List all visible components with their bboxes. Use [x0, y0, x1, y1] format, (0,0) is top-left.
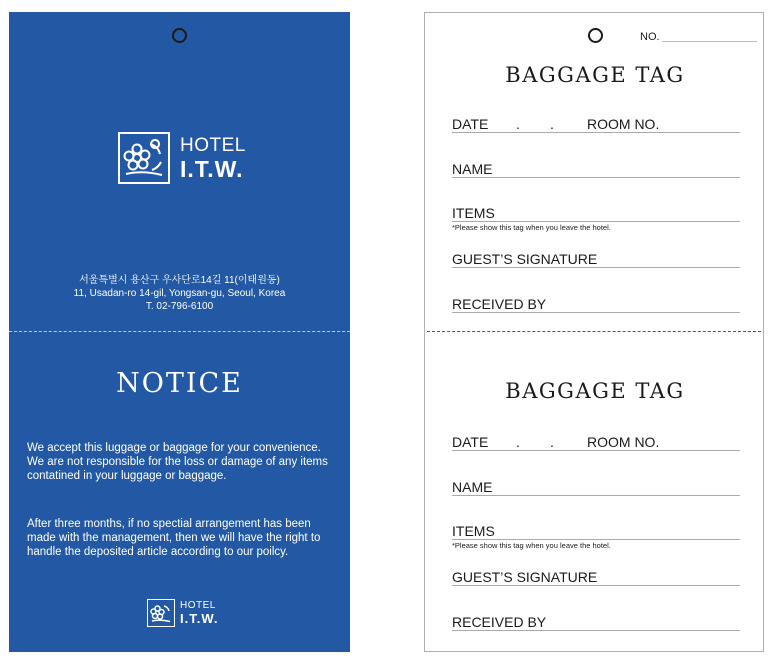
baggage-tag-title: BAGGAGE TAG — [505, 379, 685, 403]
date-separator: . — [516, 116, 520, 132]
guest-signature-label: GUEST’S SIGNATURE — [452, 251, 598, 267]
name-field — [452, 479, 740, 496]
baggage-tag-back — [424, 12, 764, 652]
footer-hotel-logo — [147, 599, 219, 627]
items-field — [452, 523, 740, 540]
plum-blossom-emblem-icon — [147, 599, 175, 627]
guest-signature-field — [452, 251, 740, 268]
guest-signature-label: GUEST’S SIGNATURE — [452, 569, 598, 585]
footer-hotel-brand: I.T.W. — [180, 611, 219, 626]
hotel-label: HOTEL — [180, 134, 246, 156]
received-by-field — [452, 296, 740, 313]
received-by-label: RECEIVED BY — [452, 614, 547, 630]
address-english: 11, Usadan-ro 14-gil, Yongsan-gu, Seoul, Korea — [73, 288, 286, 299]
tag-number-label: NO. — [640, 31, 660, 43]
plum-blossom-emblem-icon — [118, 132, 170, 184]
guest-signature-field — [452, 569, 740, 586]
baggage-tag-title: BAGGAGE TAG — [505, 63, 685, 87]
name-label: NAME — [452, 479, 493, 495]
tag-number-line — [662, 41, 757, 42]
name-field — [452, 161, 740, 178]
received-by-label: RECEIVED BY — [452, 296, 547, 312]
room-no-label: ROOM NO. — [587, 434, 660, 450]
footer-hotel-label: HOTEL — [180, 600, 216, 611]
footer-hotel-name — [180, 601, 219, 625]
hotel-brand: I.T.W. — [180, 155, 244, 182]
items-label: ITEMS — [452, 205, 495, 221]
date-label: DATE — [452, 434, 489, 450]
show-tag-note: *Please show this tag when you leave the hotel. — [452, 541, 611, 550]
received-by-field — [452, 614, 740, 631]
punch-hole-icon — [588, 28, 603, 43]
punch-hole-icon — [172, 28, 187, 43]
hotel-logo — [118, 132, 246, 184]
room-no-label: ROOM NO. — [587, 116, 660, 132]
notice-paragraph-1 — [27, 441, 347, 483]
address-korean: 서울특별시 용산구 우사단로14길 11(이태원동) — [79, 275, 280, 286]
notice-line: handle the deposited article according to our poilcy. — [27, 546, 289, 558]
date-label: DATE — [452, 116, 489, 132]
date-field — [452, 116, 740, 133]
date-separator: . — [550, 434, 554, 450]
hotel-name — [180, 136, 246, 181]
hotel-address — [9, 274, 350, 313]
date-field — [452, 434, 740, 451]
items-field — [452, 205, 740, 222]
perforation-line — [427, 331, 761, 332]
notice-line: made with the management, then we will have the right to — [27, 532, 321, 544]
phone-number: T. 02-796-6100 — [145, 301, 214, 312]
notice-paragraph-2 — [27, 517, 347, 559]
notice-line: contatined in your luggage or baggage. — [27, 470, 227, 482]
items-label: ITEMS — [452, 523, 495, 539]
notice-tag-front — [9, 12, 350, 652]
show-tag-note: *Please show this tag when you leave the hotel. — [452, 223, 611, 232]
date-separator: . — [516, 434, 520, 450]
date-separator: . — [550, 116, 554, 132]
notice-line: We accept this luggage or baggage for your convenience. — [27, 442, 321, 454]
perforation-line — [9, 331, 350, 332]
notice-line: We are not responsible for the loss or damage of any items — [27, 456, 328, 468]
name-label: NAME — [452, 161, 493, 177]
notice-line: After three months, if no spectial arrangement has been — [27, 518, 311, 530]
notice-title: NOTICE — [116, 368, 243, 399]
